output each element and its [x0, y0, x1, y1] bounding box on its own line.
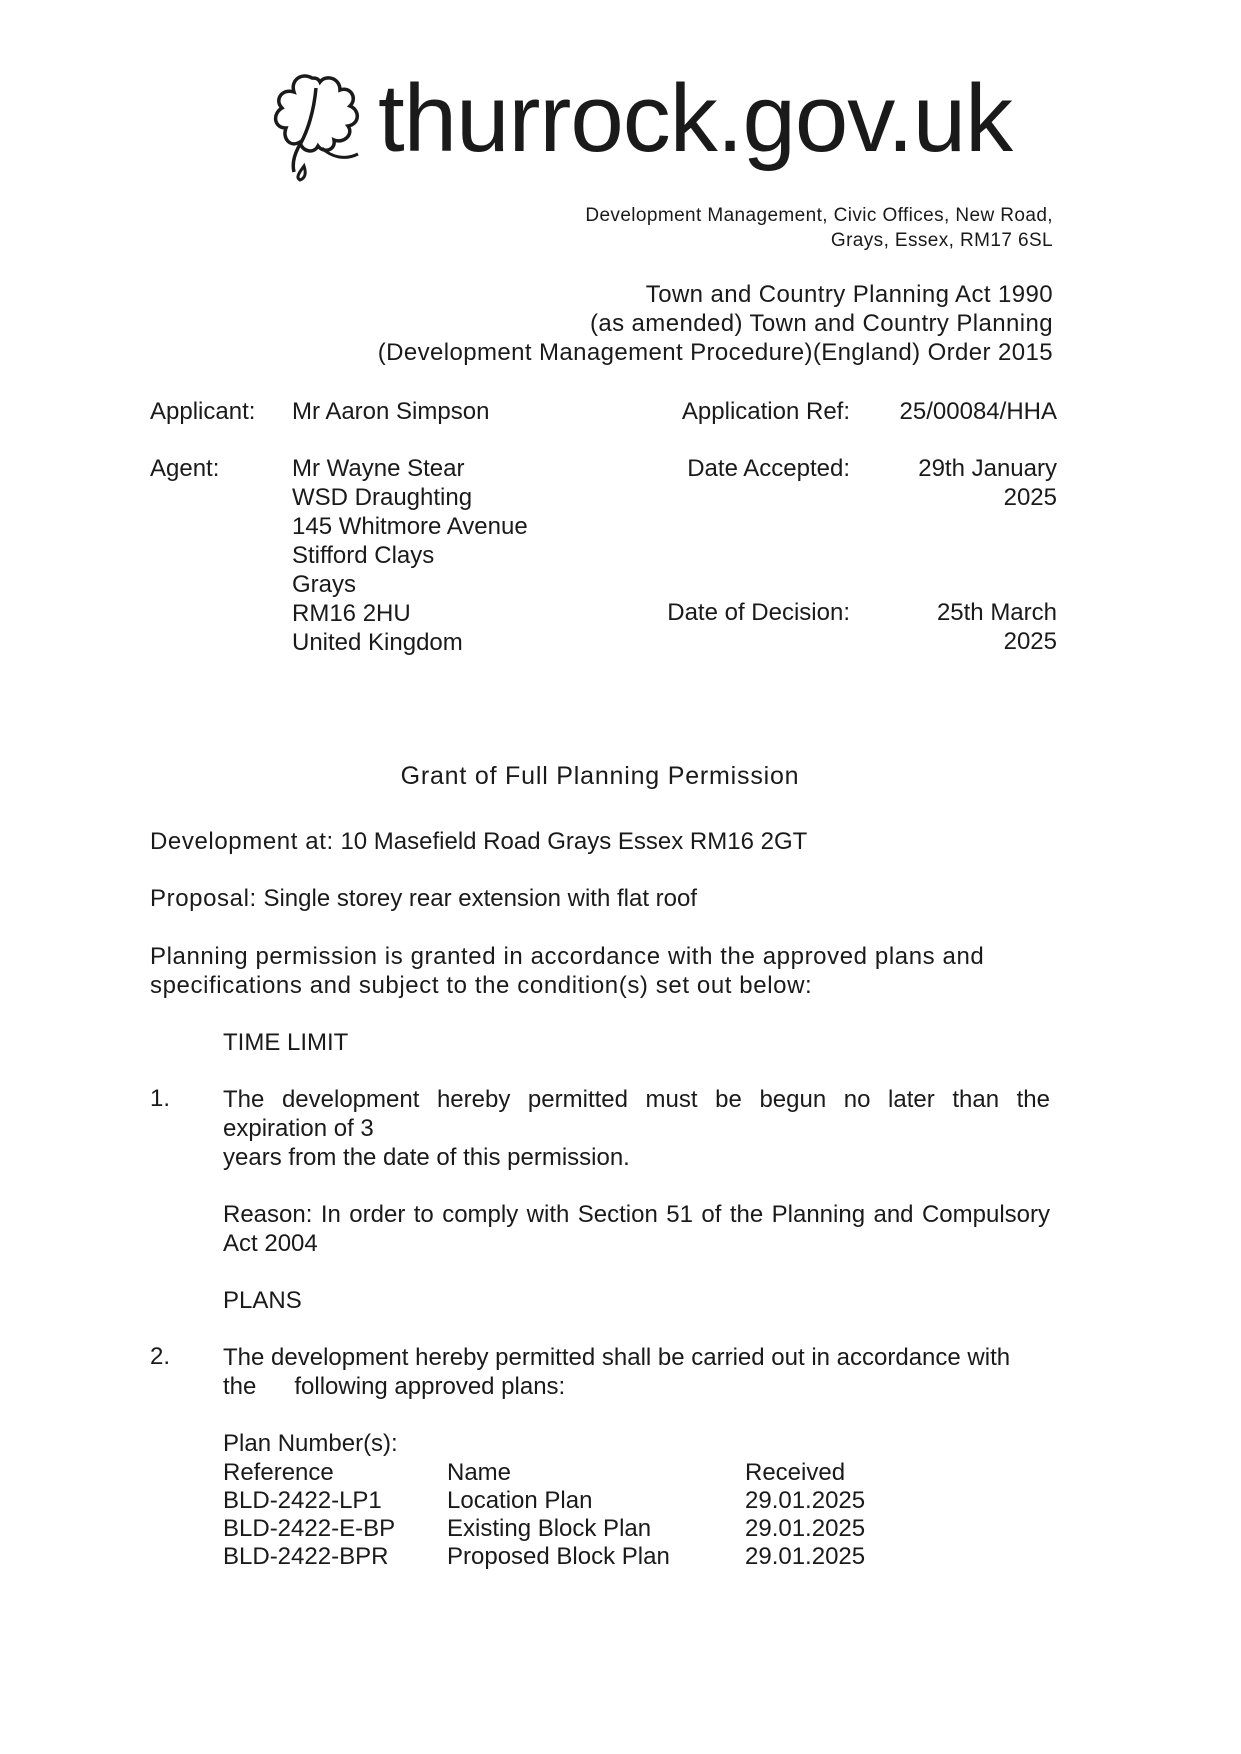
table-row: [0, 1542, 1241, 1571]
date-accepted: [918, 454, 1057, 512]
permission-statement: [150, 942, 984, 1000]
agent-line: RM16 2HU: [292, 600, 411, 627]
plan-received: 29.01.2025: [745, 1543, 866, 1570]
address-line-2: Grays, Essex, RM17 6SL: [830, 230, 1053, 251]
act-line-2: (as amended) Town and Country Planning: [589, 310, 1053, 337]
plan-received: 29.01.2025: [745, 1515, 866, 1542]
plan-reference: BLD-2422-BPR: [223, 1543, 389, 1570]
agent-line: Mr Wayne Stear: [292, 455, 465, 482]
date-accepted-label: Date Accepted:: [687, 455, 850, 482]
council-address: [585, 203, 1053, 253]
development-address: 10 Masefield Road Grays Essex RM16 2GT: [340, 828, 808, 855]
permission-line-2: specifications and subject to the condition(s) set out below:: [150, 972, 813, 999]
condition-1-reason: Reason: In order to comply with Section 51 of the Planning and Compulsory Act 2004: [223, 1201, 1050, 1257]
condition-1-text: The development hereby permitted must be begun no later than the expiration of 3: [223, 1086, 1050, 1142]
application-ref: 25/00084/HHA: [899, 398, 1057, 425]
oak-leaf-icon: [268, 70, 368, 185]
heading-plans: PLANS: [223, 1287, 302, 1314]
development-label: Development at:: [150, 828, 334, 855]
date-of-decision-line-1: 25th March: [936, 599, 1057, 626]
table-row: [0, 1514, 1241, 1543]
council-logo: [268, 65, 1058, 190]
date-of-decision: [937, 598, 1057, 656]
column-header-reference: Reference: [223, 1459, 334, 1486]
condition-2-the: the: [223, 1373, 257, 1400]
heading-time-limit: TIME LIMIT: [223, 1029, 349, 1056]
condition-2-text: The development hereby permitted shall be carried out in accordance with: [223, 1344, 1011, 1371]
date-accepted-line-2: 2025: [1003, 484, 1057, 511]
date-of-decision-line-2: 2025: [1003, 628, 1057, 655]
applicant-label: Applicant:: [150, 398, 256, 425]
plan-name: Proposed Block Plan: [447, 1543, 670, 1570]
condition-2-text-continued: [223, 1372, 565, 1401]
decision-title: Grant of Full Planning Permission: [400, 762, 800, 790]
development-at: [150, 827, 807, 856]
proposal-label: Proposal:: [150, 885, 257, 912]
proposal-description: Single storey rear extension with flat roof: [263, 885, 698, 912]
plans-table-header: [0, 1458, 1241, 1487]
agent-line: United Kingdom: [292, 629, 463, 656]
condition-1-number: 1.: [150, 1085, 171, 1112]
agent-line: Grays: [292, 571, 357, 598]
address-line-1: Development Management, Civic Offices, New Road,: [585, 205, 1053, 226]
act-line-3: (Development Management Procedure)(England) Order 2015: [377, 339, 1053, 366]
agent-line: Stifford Clays: [292, 542, 435, 569]
act-line-1: Town and Country Planning Act 1990: [645, 281, 1053, 308]
plan-numbers-label: Plan Number(s):: [223, 1430, 398, 1457]
plan-received: 29.01.2025: [745, 1487, 866, 1514]
table-row: [0, 1486, 1241, 1515]
agent-address: [292, 454, 528, 657]
condition-1-text-continued: years from the date of this permission.: [223, 1144, 630, 1171]
permission-line-1: Planning permission is granted in accordance with the approved plans and: [150, 943, 985, 970]
date-of-decision-label: Date of Decision:: [667, 599, 850, 626]
applicant-name: Mr Aaron Simpson: [292, 398, 490, 425]
column-header-received: Received: [745, 1459, 846, 1486]
agent-label: Agent:: [150, 455, 220, 482]
date-accepted-line-1: 29th January: [918, 455, 1057, 482]
legislation-heading: [378, 280, 1053, 367]
condition-2-number: 2.: [150, 1343, 171, 1370]
plan-reference: BLD-2422-LP1: [223, 1487, 382, 1514]
agent-line: 145 Whitmore Avenue: [292, 513, 528, 540]
application-ref-label: Application Ref:: [681, 398, 850, 425]
condition-2-following: following approved plans:: [294, 1373, 566, 1400]
agent-line: WSD Draughting: [292, 484, 473, 511]
proposal: [150, 884, 697, 913]
plan-reference: BLD-2422-E-BP: [223, 1515, 396, 1542]
column-header-name: Name: [447, 1459, 512, 1486]
plan-name: Location Plan: [447, 1487, 593, 1514]
plan-name: Existing Block Plan: [447, 1515, 652, 1542]
logo-text: thurrock.gov.uk: [378, 65, 1013, 172]
